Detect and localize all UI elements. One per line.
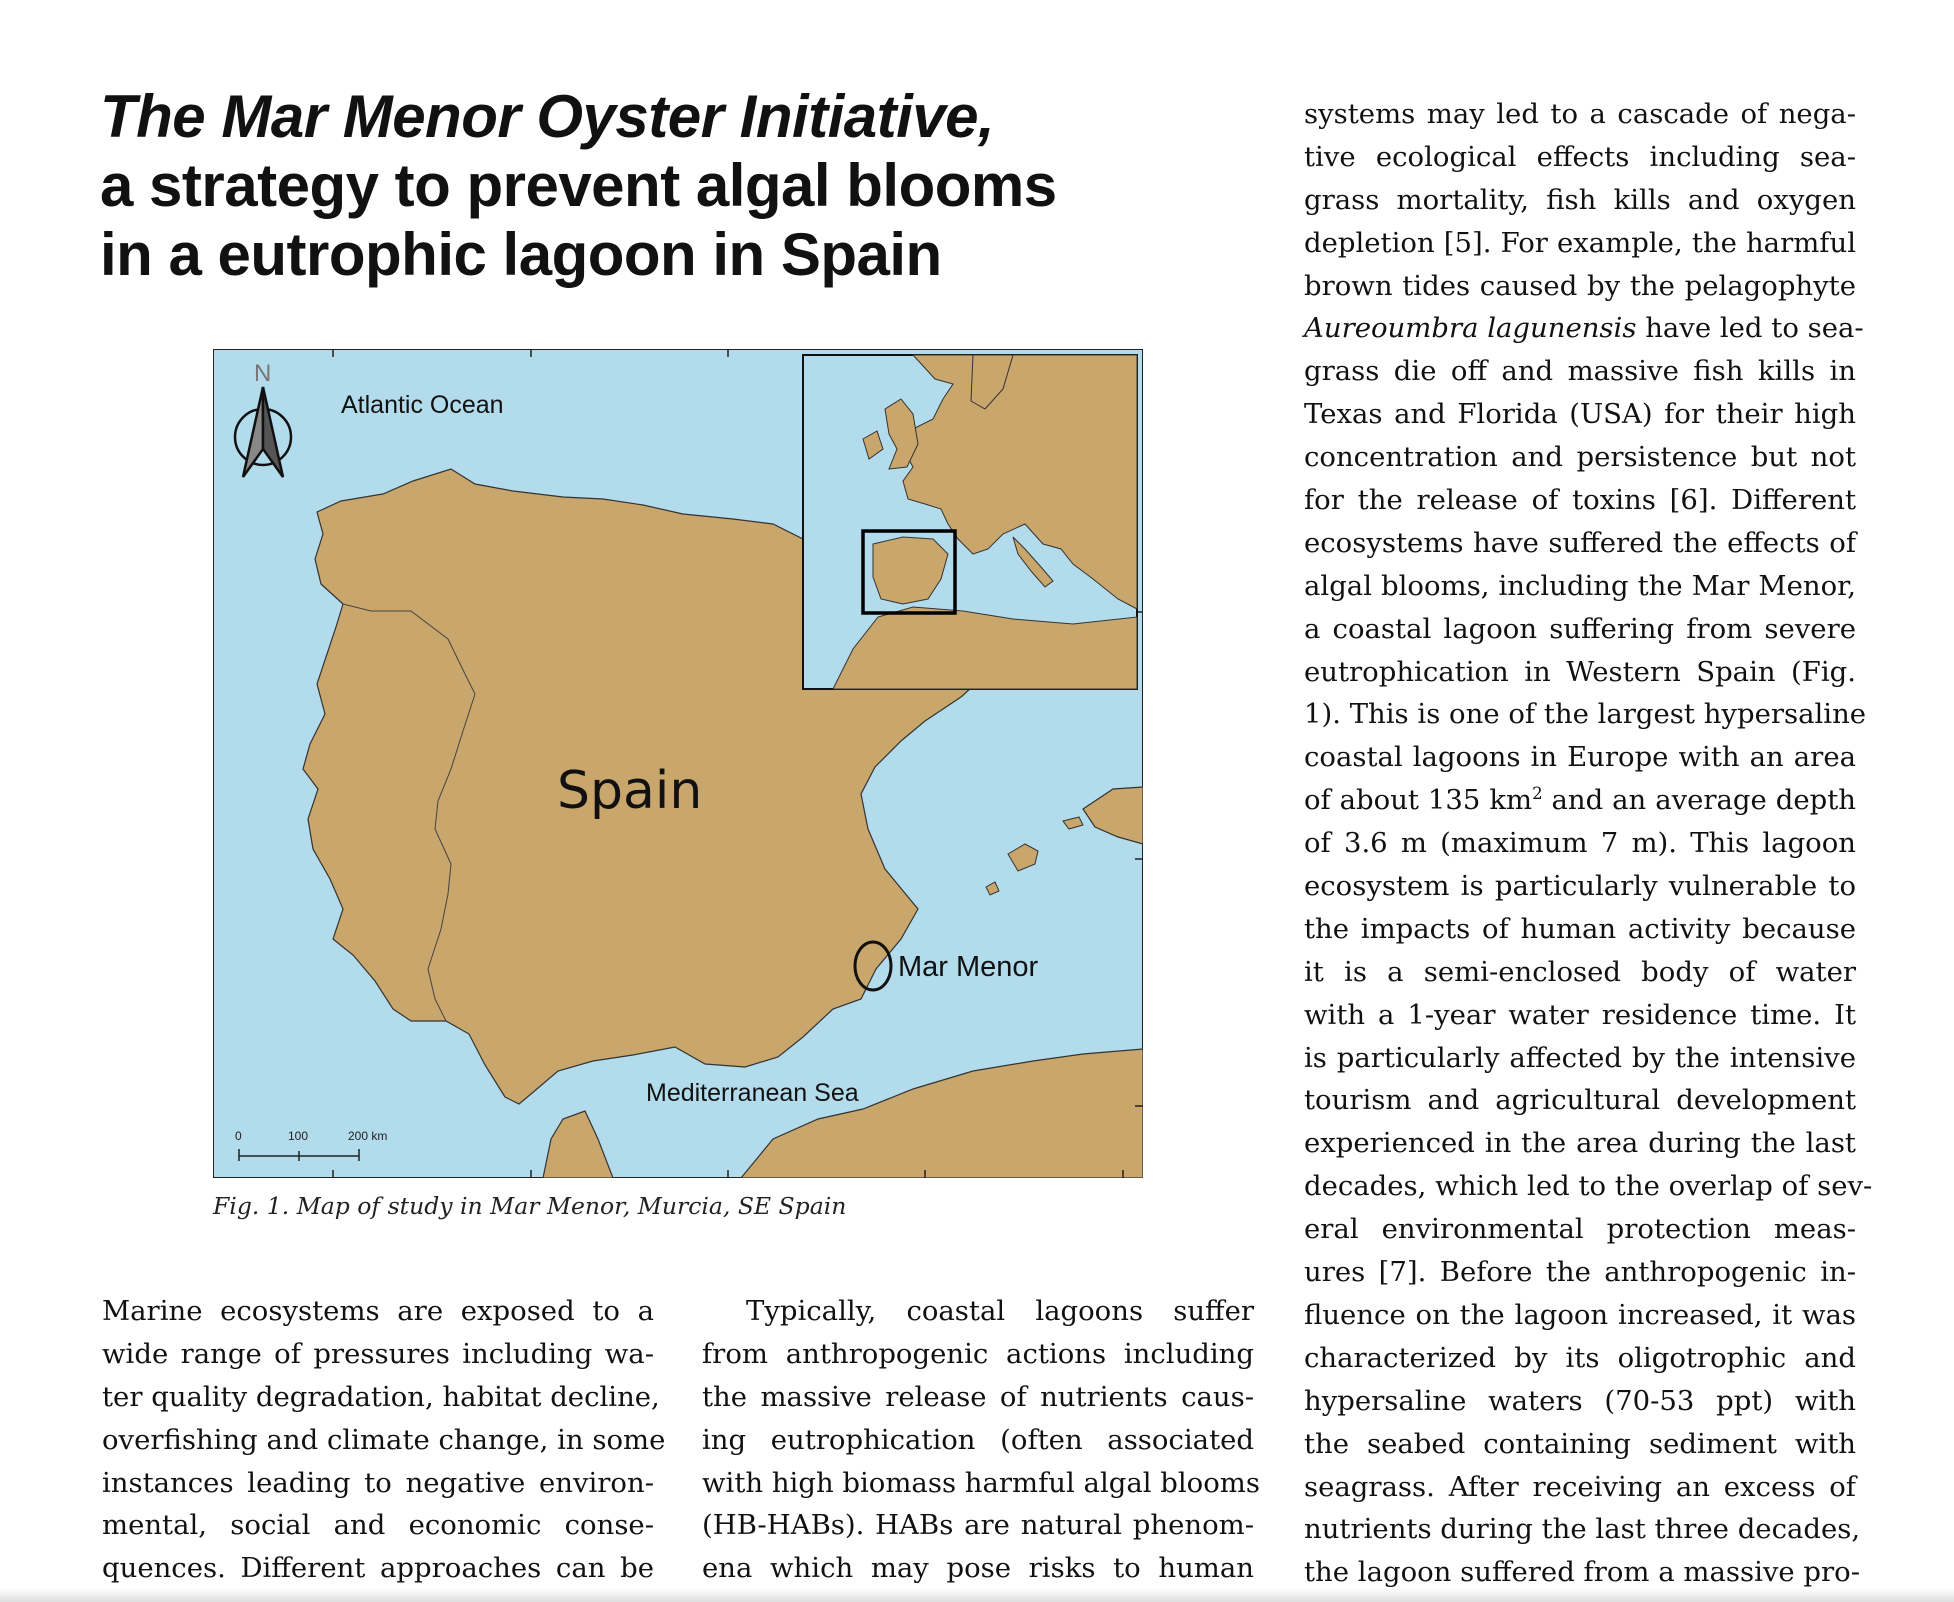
text-line: the impacts of human activity because: [1304, 912, 1856, 945]
title-line-3: in a eutrophic lagoon in Spain: [100, 221, 942, 288]
text-line: ecosystem is particularly vulnerable to: [1304, 870, 1856, 903]
text-line: the seabed containing sediment with: [1304, 1427, 1856, 1460]
text-line: Typically, coastal lagoons suffer: [746, 1295, 1254, 1327]
figure-caption: Fig. 1. Map of study in Mar Menor, Murcia, SE Spain: [213, 1192, 847, 1220]
text-line: of 3.6 m (maximum 7 m). This lagoon: [1304, 827, 1856, 860]
body-column-1: [102, 1290, 666, 1590]
text-line: ing eutrophication (often associated: [702, 1423, 1254, 1456]
text-line: instances leading to negative environ-: [102, 1466, 654, 1499]
text-line: from anthropogenic actions including: [702, 1337, 1254, 1370]
text-line: is particularly affected by the intensive: [1304, 1041, 1856, 1074]
text-line: [1304, 779, 1856, 822]
text-line: fluence on the lagoon increased, it was: [1304, 1298, 1856, 1331]
text-line: hypersaline waters (70-53 ppt) with: [1304, 1384, 1856, 1417]
scale-tick-100: 100: [288, 1129, 309, 1143]
title-line-1: The Mar Menor Oyster Initiative,: [100, 83, 995, 150]
text-line: 1). This is one of the largest hypersaline: [1304, 698, 1867, 731]
text-line: grass mortality, fish kills and oxygen: [1304, 183, 1856, 216]
page-bottom-edge: [0, 1588, 1954, 1602]
text-line: ena which may pose risks to human: [702, 1552, 1254, 1585]
text-line: quences. Different approaches can be: [102, 1552, 654, 1585]
text-line: depletion [5]. For example, the harmful: [1304, 226, 1856, 259]
scale-tick-200: 200 km: [348, 1129, 388, 1143]
europe-inset-map: [803, 355, 1137, 689]
text-segment: and an average depth: [1542, 784, 1856, 817]
scale-tick-0: 0: [235, 1129, 242, 1143]
text-line: wide range of pressures including wa-: [102, 1337, 654, 1370]
text-line: brown tides caused by the pelagophyte: [1304, 269, 1856, 302]
text-line: nutrients during the last three decades,: [1304, 1513, 1861, 1546]
text-segment: of about 135 km: [1304, 784, 1533, 817]
text-line: tourism and agricultural development: [1304, 1084, 1856, 1117]
text-line: [1304, 307, 1864, 350]
text-line: concentration and persistence but not: [1304, 441, 1856, 474]
text-line: systems may led to a cascade of nega-: [1304, 98, 1856, 130]
title-line-2: a strategy to prevent algal blooms: [100, 152, 1057, 219]
text-line: Texas and Florida (USA) for their high: [1304, 398, 1856, 431]
body-column-3: [1304, 93, 1873, 1594]
text-line: characterized by its oligotrophic and: [1304, 1341, 1856, 1374]
mar-menor-label: Mar Menor: [898, 951, 1039, 983]
north-label: N: [254, 360, 272, 387]
text-line: with a 1-year water residence time. It: [1304, 998, 1856, 1031]
text-line: mental, social and economic conse-: [102, 1509, 654, 1542]
superscript: 2: [1532, 784, 1543, 804]
study-area-map: [213, 349, 1143, 1178]
text-line: the massive release of nutrients caus-: [702, 1380, 1254, 1413]
text-line: the lagoon suffered from a massive pro-: [1304, 1556, 1861, 1589]
text-line: algal blooms, including the Mar Menor,: [1304, 569, 1856, 602]
text-segment: have led to sea-: [1636, 312, 1864, 345]
text-line: overfishing and climate change, in some: [102, 1423, 666, 1456]
text-line: ecosystems have suffered the effects of: [1304, 526, 1856, 559]
text-line: decades, which led to the overlap of sev-: [1304, 1170, 1873, 1203]
text-line: it is a semi-enclosed body of water: [1304, 955, 1856, 988]
text-line: grass die off and massive fish kills in: [1304, 355, 1856, 388]
text-line: Marine ecosystems are exposed to a: [102, 1295, 654, 1327]
text-line: (HB-HABs). HABs are natural phenom-: [702, 1509, 1254, 1542]
mediterranean-sea-label: Mediterranean Sea: [646, 1079, 859, 1107]
text-line: eutrophication in Western Spain (Fig.: [1304, 655, 1856, 688]
text-line: with high biomass harmful algal blooms: [702, 1466, 1260, 1499]
text-line: ter quality degradation, habitat decline,: [102, 1380, 660, 1413]
spain-label: Spain: [557, 761, 703, 821]
text-line: ures [7]. Before the anthropogenic in-: [1304, 1256, 1856, 1289]
article-title: [100, 82, 1100, 289]
text-line: a coastal lagoon suffering from severe: [1304, 612, 1856, 645]
species-name: Aureoumbra lagunensis: [1304, 312, 1637, 345]
atlantic-ocean-label: Atlantic Ocean: [341, 391, 504, 419]
text-line: for the release of toxins [6]. Different: [1304, 484, 1856, 517]
text-line: experienced in the area during the last: [1304, 1127, 1856, 1160]
text-line: coastal lagoons in Europe with an area: [1304, 741, 1856, 774]
text-line: eral environmental protection meas-: [1304, 1213, 1856, 1246]
text-line: seagrass. After receiving an excess of: [1304, 1470, 1856, 1503]
body-column-2: [702, 1290, 1260, 1590]
text-line: tive ecological effects including sea-: [1304, 140, 1856, 173]
